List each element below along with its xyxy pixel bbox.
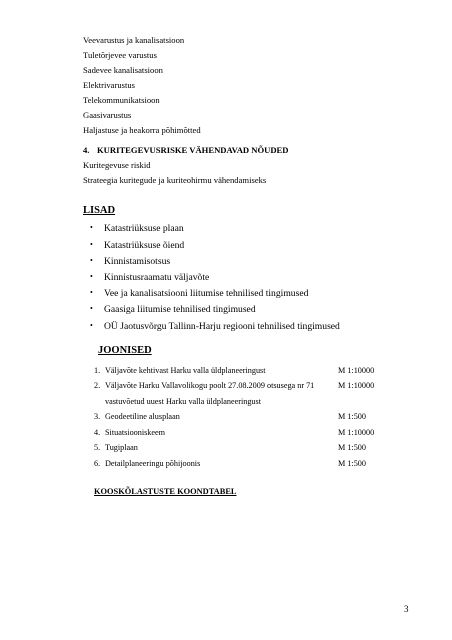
table-row: [94, 412, 180, 421]
page-number: 3: [404, 604, 409, 614]
list-item-text: Gaasiga liitumise tehnilised tingimused: [104, 304, 256, 315]
toc-item: Telekommunikatsioon: [83, 95, 160, 105]
bullet-icon: •: [90, 272, 93, 281]
row-number: 6.: [94, 459, 101, 468]
bullet-icon: •: [90, 304, 93, 313]
list-item: [90, 321, 340, 332]
table-row: [94, 459, 200, 468]
section-number: 4.: [83, 145, 90, 155]
list-item-text: Katastriüksuse õiend: [104, 240, 185, 251]
list-item: [90, 304, 256, 315]
row-text: Geodeetiline alusplaan: [105, 412, 180, 421]
row-scale: M 1:500: [338, 443, 366, 452]
row-text: Väljavõte kehtivast Harku valla üldplaneeringust: [105, 366, 266, 375]
list-item: [90, 240, 184, 251]
list-item: [90, 272, 209, 283]
toc-item: Haljastuse ja heakorra põhimõtted: [83, 125, 201, 135]
list-item-text: Vee ja kanalisatsiooni liitumise tehnilised tingimused: [104, 288, 309, 299]
list-item-text: Katastriüksuse plaan: [104, 223, 184, 234]
list-item: [90, 256, 170, 267]
list-item: [90, 288, 308, 299]
row-scale: M 1:10000: [338, 366, 375, 375]
row-scale: M 1:10000: [338, 381, 375, 390]
row-scale: M 1:10000: [338, 428, 375, 437]
section-heading: [83, 145, 289, 155]
bullet-icon: •: [90, 223, 93, 232]
row-number: 4.: [94, 428, 101, 437]
row-scale: M 1:500: [338, 459, 366, 468]
toc-item: Sadevee kanalisatsioon: [83, 65, 163, 75]
section-title: KURITEGEVUSRISKE VÄHENDAVAD NÕUDED: [97, 145, 289, 155]
list-item-text: Kinnistamisotsus: [104, 256, 171, 267]
table-row: [94, 443, 138, 452]
table-row: [94, 366, 266, 375]
bullet-icon: •: [90, 256, 93, 265]
toc-item: Strateegia kuritegude ja kuriteohirmu vähendamiseks: [83, 175, 267, 185]
row-number: 1.: [94, 366, 101, 375]
bullet-icon: •: [90, 321, 93, 330]
bullet-icon: •: [90, 288, 93, 297]
joonised-heading: JOONISED: [98, 345, 152, 356]
lisad-heading: LISAD: [83, 205, 116, 216]
toc-item: Tuletõrjevee varustus: [83, 50, 157, 60]
table-row: [94, 381, 314, 390]
list-item: [90, 223, 184, 234]
row-text: Detailplaneeringu põhijoonis: [105, 459, 201, 468]
bullet-icon: •: [90, 240, 93, 249]
row-number: 3.: [94, 412, 101, 421]
list-item-text: OÜ Jaotusvõrgu Tallinn-Harju regiooni tehnilised tingimused: [104, 321, 340, 332]
toc-item: Elektrivarustus: [83, 80, 136, 90]
table-row: [94, 397, 261, 406]
row-text: Situatsiooniskeem: [105, 428, 166, 437]
koondtabel-heading: KOOSKÕLASTUSTE KOONDTABEL: [94, 487, 237, 496]
list-item-text: Kinnistusraamatu väljavõte: [104, 272, 210, 283]
row-number: 5.: [94, 443, 101, 452]
row-text: Väljavõte Harku Vallavolikogu poolt 27.08.2009 otsusega nr 71: [105, 381, 315, 390]
row-text: Tugiplaan: [105, 443, 138, 452]
row-scale: M 1:500: [338, 412, 366, 421]
toc-item: Veevarustus ja kanalisatsioon: [83, 35, 185, 45]
row-text: vastuvõetud uuest Harku valla üldplaneeringust: [105, 397, 261, 406]
toc-item: Gaasivarustus: [83, 110, 132, 120]
row-number: 2.: [94, 381, 101, 390]
table-row: [94, 428, 165, 437]
toc-item: Kuritegevuse riskid: [83, 160, 151, 170]
